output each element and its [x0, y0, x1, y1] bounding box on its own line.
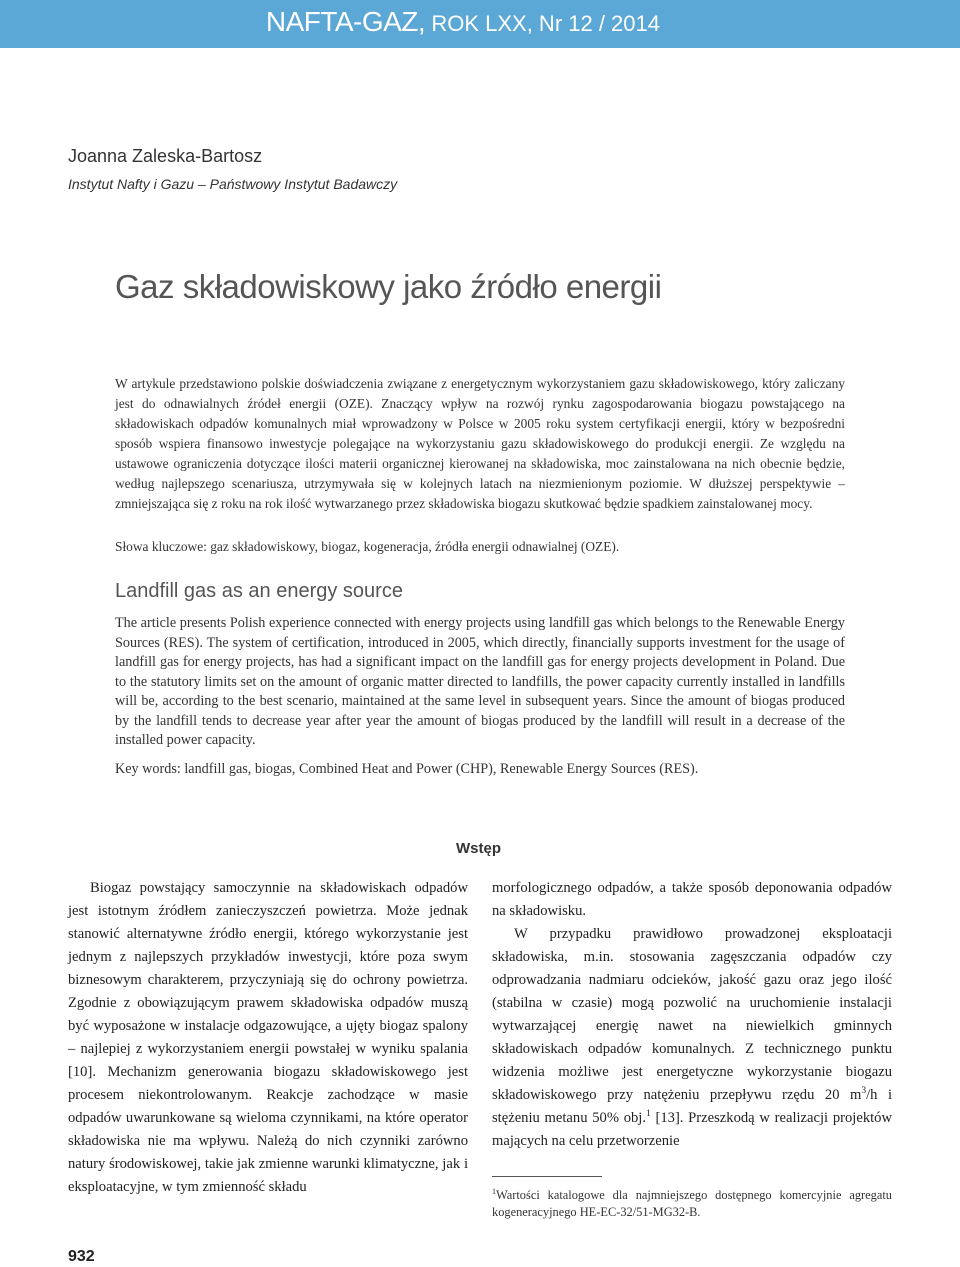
footnote — [492, 1187, 892, 1221]
keywords-en: Key words: landfill gas, biogas, Combined Heat and Power (CHP), Renewable Energy Sources (RES). — [115, 761, 699, 777]
journal-header-bar — [0, 0, 960, 48]
article-title-en: Landfill gas as an energy source — [115, 580, 403, 602]
paragraph-text: [13]. Przeszkodą w realizacji projektów mających na celu przetworzenie — [492, 1110, 893, 1149]
abstract-en: The article presents Polish experience connected with energy projects using landfill gas which belongs to the Renewable Energy Sources (RES). The system of certification, introduced in 2005, which directly, financially supports investment for the usage of landfill gas for energy projects, has had a significant impact on the landfill gas for energy projects development in Poland. Due to the statutory limits set on the amount of organic matter directed to landfills, the power capacity currently installed in landfills will be, according to the best scenario, maintained at the same level in subsequent years. Since the amount of biogas produced by the landfill tends to decrease year after year the amount of biogas produced by the landfill will result in a decrease of the installed power capacity. — [115, 615, 845, 748]
journal-issue: ROK LXX, Nr 12 / 2014 — [425, 11, 660, 36]
footnote-marker: 1 — [492, 1186, 497, 1196]
keywords-pl: Słowa kluczowe: gaz składowiskowy, biogaz, kogeneracja, źródła energii odnawialnej (OZE). — [115, 539, 620, 554]
footnote-reference[interactable]: 1 — [646, 1109, 651, 1120]
author-affiliation: Instytut Nafty i Gazu – Państwowy Instytut Badawczy — [68, 176, 398, 192]
journal-name: NAFTA-GAZ, — [265, 6, 426, 37]
footnote-text: Wartości katalogowe dla najmniejszego dostępnego komercyjnie agregatu kogeneracyjnego HE-EC-32/51-MG32-B. — [492, 1188, 892, 1219]
paragraph-text: W przypadku prawidłowo prowadzonej eksploatacji składowiska, m.in. stosowania zagęszczania odpadów czy odprowadzania nadmiaru odcieków, jakość gazu oraz jego ilość (stabilna w czasie) mogą pozwolić na uruchomienie instalacji wytwarzającej energię nawet na niewielkich gminnych składowiskach odpadów komunalnych. Z technicznego punktu widzenia możliwe jest energetyczne wykorzystanie biogazu składowiskowego przy natężeniu przepływu rzędu 20 m — [492, 926, 892, 1103]
journal-title — [266, 6, 660, 38]
body-column-left — [68, 877, 468, 1199]
body-paragraph-continuation: morfologicznego odpadów, a także sposób deponowania odpadów na składowisku. — [492, 880, 892, 919]
section-heading-introduction: Wstęp — [456, 840, 501, 857]
author-name: Joanna Zaleska-Bartosz — [68, 146, 263, 166]
article-title-pl: Gaz składowiskowy jako źródło energii — [115, 268, 662, 305]
body-paragraph: Biogaz powstający samoczynnie na składowiskach odpadów jest istotnym źródłem zanieczyszczeń powietrza. Może jednak stanowić alternatywne źródło energii, którego wykorzystanie jest jednym z najlepszych przykładów inwestycji, które poza swym biznesowym charakterem, przyczyniają się do ochrony powietrza. Zgodnie z obowiązującym prawem składowiska odpadów muszą być wyposażone w instalacje odgazowujące, a ujęty biogaz spalony – najlepiej z wykorzystaniem energii powstałej w wyniku spalania [10]. Mechanizm generowania biogazu składowiskowego jest procesem niekontrolowanym. Reakcje zachodzące w masie odpadów uwarunkowane są wieloma czynnikami, na które operator składowiska nie ma wpływu. Należą do nich czynniki zarówno natury środowiskowej, takie jak zmienne warunki klimatyczne, jak i eksploatacyjne, w tym zmienność składu — [68, 880, 468, 1195]
unit-superscript: 3 — [861, 1086, 867, 1097]
paragraph-text: /h i stężeniu metanu 50% obj. — [492, 1087, 892, 1126]
abstract-pl: W artykule przedstawiono polskie doświadczenia związane z energetycznym wykorzystaniem gazu składowiskowego, który zaliczany jest do odnawialnych źródeł energii (OZE). Znaczący wpływ na rozwój rynku zagospodarowania biogazu powstającego na składowiskach odpadów komunalnych miał wprowadzony w Polsce w 2005 roku system certyfikacji energii, który w bezpośredni sposób wspiera finansowo inwestycje polegające na wykorzystaniu gazu składowiskowego do produkcji energii. Ze względu na ustawowe ograniczenia dotyczące ilości materii organicznej kierowanej na składowiska, moc zainstalowana na nich obecnie będzie, według najlepszego scenariusza, utrzymywała się w kolejnych latach na niezmienionym poziomie. W dłuższej perspektywie – zmniejszająca się z roku na rok ilość wytwarzanego przez składowiska biogazu skutkować będzie spadkiem zainstalowanej mocy. — [115, 376, 845, 511]
body-column-right — [492, 877, 892, 1153]
footnote-divider — [492, 1176, 602, 1177]
page-number: 932 — [68, 1248, 95, 1265]
body-paragraph — [492, 923, 892, 1153]
